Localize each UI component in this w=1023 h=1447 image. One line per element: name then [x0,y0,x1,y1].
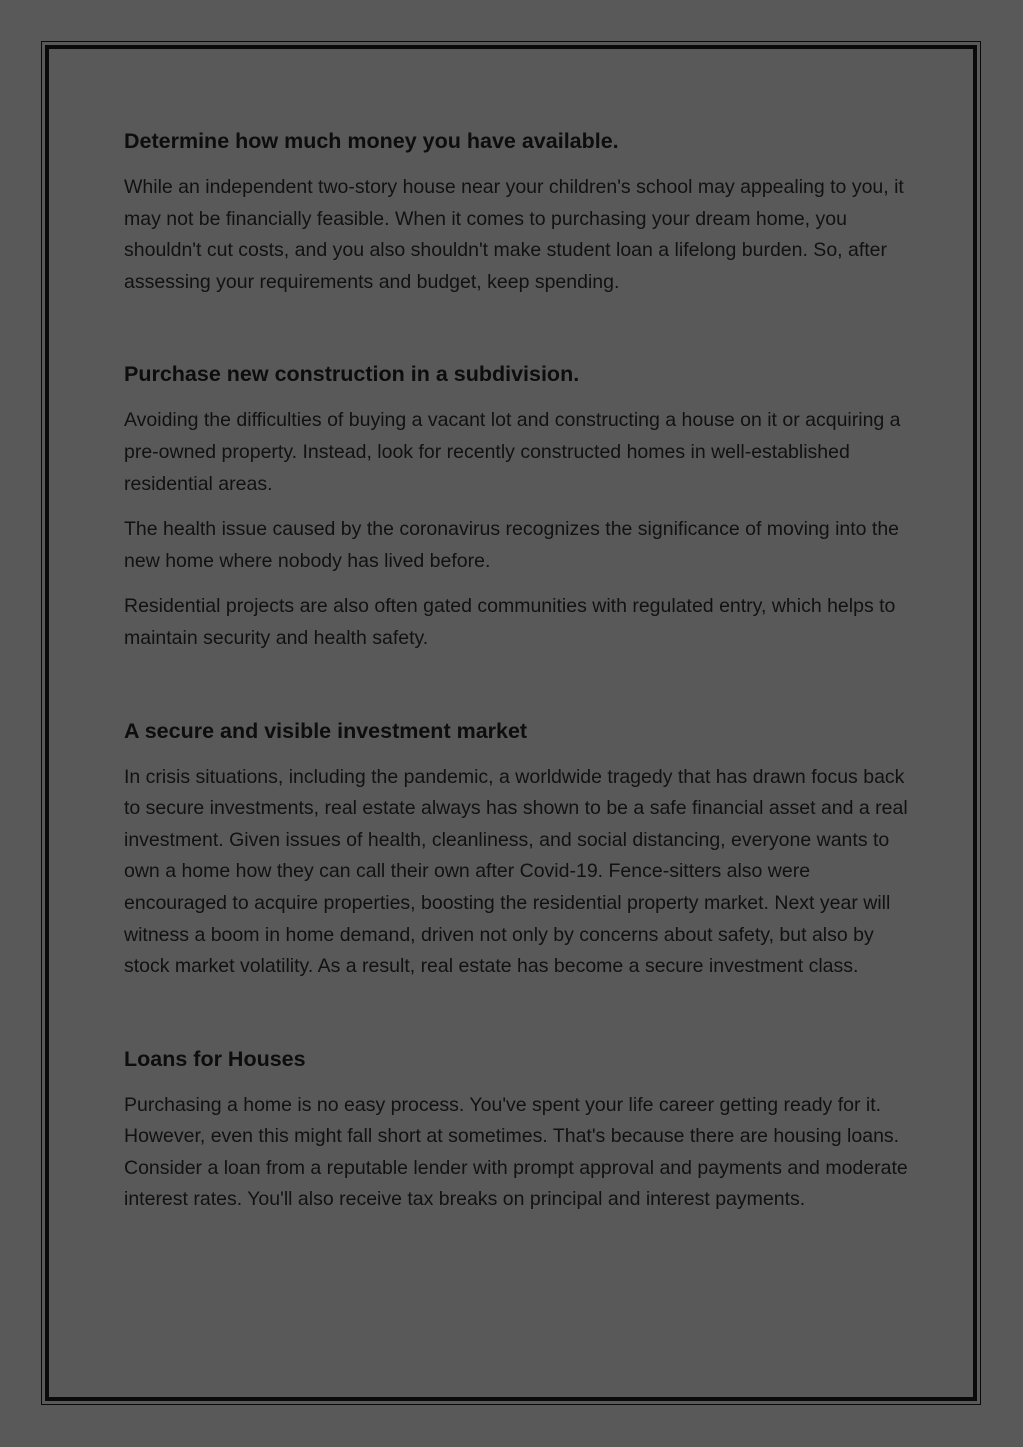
section-paragraph: Purchasing a home is no easy process. You've spent your life career getting ready for it. However, even this might fall short at sometimes. That's because there are housing loans. Consider a loan from a reputable lender with prompt approval and payments and moderate interest rates. You'll also receive tax breaks on principal and interest payments. [124,1093,908,1211]
document-body [124,125,914,1265]
section-new-construction [124,358,914,654]
section-heading: Determine how much money you have available. [124,129,619,153]
section-heading: Loans for Houses [124,1046,306,1071]
section-investment-market [124,715,914,983]
section-home-loans [124,1043,914,1216]
section-heading: A secure and visible investment market [124,718,528,743]
section-paragraph: Residential projects are also often gated communities with regulated entry, which helps to maintain security and health safety. [124,595,896,649]
section-paragraph: The health issue caused by the coronavirus recognizes the significance of moving into the new home where nobody has lived before. [124,518,900,572]
section-paragraph: Avoiding the difficulties of buying a vacant lot and constructing a house on it or acquiring a pre-owned property. Instead, look for recently constructed homes in well-established residential areas. [124,409,901,495]
section-paragraph: In crisis situations, including the pandemic, a worldwide tragedy that has drawn focus back to secure investments, real estate always has shown to be a safe financial asset and a real investment. Given issues of health, cleanliness, and social distancing, everyone wants to own a home how they can call their own after Covid-19. Fence-sitters also were encouraged to acquire properties, boosting the residential property market. Next year will witness a boom in home demand, driven not only by concerns about safety, but also by stock market volatility. As a result, real estate has become a secure investment class. [124,765,908,978]
section-paragraph: While an independent two-story house near your children's school may appealing to you, it may not be financially feasible. When it comes to purchasing your dream home, you shouldn't cut costs, and you also shouldn't make student loan a lifelong burden. So, after assessing your requirements and budget, keep spending. [124,176,904,293]
section-budget [124,125,914,298]
section-heading: Purchase new construction in a subdivision. [124,362,580,387]
